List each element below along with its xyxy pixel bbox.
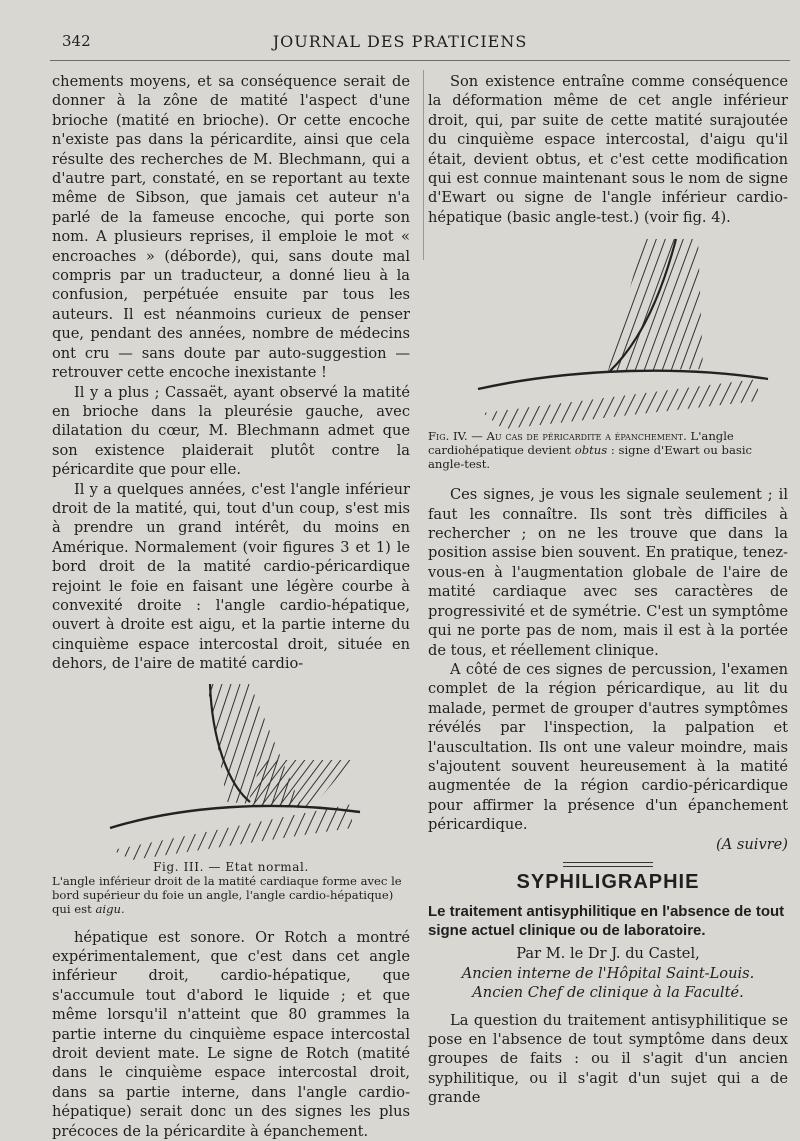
hatch-line [352, 798, 382, 860]
column-divider [423, 70, 424, 260]
hatch-line [342, 798, 372, 860]
hatch-line [587, 229, 642, 379]
figure-4-caption-emphasis: obtus [574, 443, 608, 458]
hatch-line [238, 753, 283, 813]
hatch-line [265, 753, 310, 813]
hatch-line [632, 229, 687, 379]
page-header [0, 32, 800, 56]
hatch-line [695, 229, 750, 379]
section-title: SYPHILIGRAPHIE [516, 870, 700, 893]
section-rule [563, 862, 653, 867]
article-title: Le traitement antisyphilitique en l'absence de tout signe actuel clinique ou de laboratoire. [428, 903, 785, 940]
right-paragraph-2: Ces signes, je vous les signale seulement ; il faut les connaître. Ils sont très difficiles à rechercher ; on ne les trouve que dans la position assise bien souvent. En pratique, tenez-vous-en à l'augmentation globale de l'aire de matité cardiaque avec ses caractères de progressivité et de symétrie. C'est un symptôme qui ne porte pas de nom, mais il est à la portée de tous, et réellement clinique. [428, 486, 788, 659]
hatch-line [364, 753, 409, 813]
hatch-line [152, 678, 197, 813]
figure-3 [52, 678, 410, 916]
hatch-line [346, 753, 391, 813]
figure-3-caption-text: L'angle inférieur droit de la matité cardiaque forme avec le bord supérieur du foie un angle, l'angle cardio-hépatique) qui est [52, 873, 402, 916]
figure-4-caption-text-end: : signe d'Ewart ou basic angle-test. [428, 443, 753, 472]
hatch-line [170, 678, 215, 813]
journal-title: JOURNAL DES PRATICIENS [272, 32, 528, 51]
hatch-line [179, 678, 224, 813]
figure-4 [428, 229, 788, 471]
right-paragraph-3: A côté de ces signes de percussion, l'examen complet de la région péricardique, au lit du malade, permet de grouper d'autres symptômes révélés par l'inspection, la palpation et l'auscultation. Ils ont une valeur moindre, mais s'ajoutent souvent heureusement à la matité augmentée de la région cardio-péricardique pour affirmer la présence d'un épanchement péricardique. [428, 660, 788, 834]
author-affiliation-1: Ancien interne de l'Hôpital Saint-Louis. [461, 964, 755, 982]
to-be-continued: (A suivre) [716, 835, 788, 853]
hatch-line [713, 229, 768, 379]
hatch-line [319, 753, 364, 813]
hatch-line [355, 753, 400, 813]
hatch-line [328, 753, 373, 813]
hatch-line [578, 229, 633, 379]
hatch-line [337, 753, 382, 813]
hatch-line [292, 753, 337, 813]
hatch-line [287, 678, 332, 813]
hatch-line [623, 229, 678, 379]
figure-3-caption-emphasis: aigu. [95, 901, 125, 916]
left-paragraph-3: Il y a quelques années, c'est l'angle inférieur droit de la matité, qui, tout d'un coup, s'est mis à prendre un grand intérêt, du moins en Amérique. Normalement (voir figures 3 et 1) le bord droit de la matité cardio-péricardique rejoint le foie en faisant une légère courbe à convexité droite : l'angle cardio-hépatique, ouvert à droite est aigu, et la partie interne du cinquième espace intercostal droit, située en dehors, de l'aire de matité cardio- [52, 480, 410, 673]
hatch-line [641, 229, 696, 379]
hatch-line [310, 753, 355, 813]
hatch-line [650, 229, 705, 379]
right-paragraph-1: Son existence entraîne comme conséquence la déformation même de cet angle inférieur droit, qui, par suite de cette matité surajoutée du cinquième espace intercostal, d'aigu qu'il était, devient obtus, et c'est cette modification qui est connue maintenant sous le nom de signe d'Ewart ou signe de l'angle inférieur cardio-hépatique (basic angle-test.) (voir fig. 4). [428, 73, 788, 226]
hatch-line [332, 798, 362, 860]
left-paragraph-2: Il y a plus ; Cassaët, ayant observé la matité en brioche dans la pleurésie gauche, avec dilatation du cœur, M. Blechmann admet que son existence plaiderait plutôt contre la péricardite que pour elle. [52, 383, 410, 479]
hatch-line [305, 678, 350, 813]
hatch-line [247, 753, 292, 813]
figure-3-title: Fig. III. — Etat normal. [153, 859, 309, 874]
hatch-line [283, 753, 328, 813]
hatch-line [274, 753, 319, 813]
header-rule [50, 60, 790, 61]
hatch-line [659, 229, 714, 379]
right-paragraph-4: La question du traitement antisyphilitique se pose en l'absence de tout symptôme dans deux groupes de faits : ou il s'agit d'un ancien syphilitique, ou il s'agit d'un sujet qui a de grande [428, 1011, 788, 1107]
hatch-line [296, 678, 341, 813]
hatch-line [362, 798, 392, 860]
page-number: 342 [62, 32, 91, 50]
hatch-line [72, 798, 102, 860]
figure-3-drawing [52, 678, 410, 860]
figure-4-drawing [428, 229, 788, 429]
figure-4-caption-text: L'angle cardiohépatique devient [428, 429, 734, 458]
hatch-line [605, 229, 660, 379]
right-column [428, 72, 788, 1108]
hatch-line [768, 369, 788, 429]
hatch-line [677, 229, 732, 379]
hatch-line [301, 753, 346, 813]
hatch-line [458, 369, 488, 429]
left-paragraph-1: chements moyens, et sa conséquence serait de donner à la zône de matité l'aspect d'une brioche (matité en brioche). Or cette encoche n'existe pas dans la péricardite, ainsi que cela résulte des recherches de M. Blechmann, qui a d'autre part, constaté, en se reportant au texte même de Sibson, que jamais cet auteur n'a parlé de la fameuse encoche, qui porte son nom. A plusieurs reprises, il emploie le mot « encroaches » (déborde), qui, sans doute mal compris par un traducteur, a donné lieu à la confusion, perpétuée ensuite par tous les auteurs. Il est néanmoins curieux de penser que, pendant des années, nombre de médecins ont cru — sans doute par auto-suggestion — retrouver cette encoche inexistante ! [52, 73, 410, 382]
hatch-line [172, 798, 202, 860]
hatch-line [161, 678, 206, 813]
hatch-line [448, 369, 478, 429]
hatch-line [686, 229, 741, 379]
hatch-line [704, 229, 759, 379]
left-column [52, 72, 410, 1141]
author-affiliation-2: Ancien Chef de clinique à la Faculté. [472, 984, 744, 1002]
hatch-line [182, 798, 212, 860]
hatch-line [256, 753, 301, 813]
hatch-line [668, 229, 723, 379]
article-author: Par M. le Dr J. du Castel, [516, 945, 700, 963]
hatch-line [82, 798, 112, 860]
left-paragraph-4: hépatique est sonore. Or Rotch a montré expérimentalement, que c'est dans cet angle inférieur droit, cardio-hépatique, que s'accumule tout d'abord le liquide ; et que même lorsqu'il n'atteint que 80 grammes la partie interne du cinquième espace intercostal droit devient mate. Le signe de Rotch (matité dans le cinquième espace intercostal droit, dans sa partie interne, dans l'angle cardio-hépatique) serait donc un des signes les plus précoces de la péricardite à épanchement. [52, 928, 410, 1140]
hatch-line [206, 678, 251, 813]
figure-3-caption [52, 860, 410, 916]
hatch-line [468, 369, 498, 429]
figure-4-caption [428, 429, 788, 471]
figure-4-title: Fig. IV. — Au cas de péricardite a épanchement. [428, 429, 687, 444]
